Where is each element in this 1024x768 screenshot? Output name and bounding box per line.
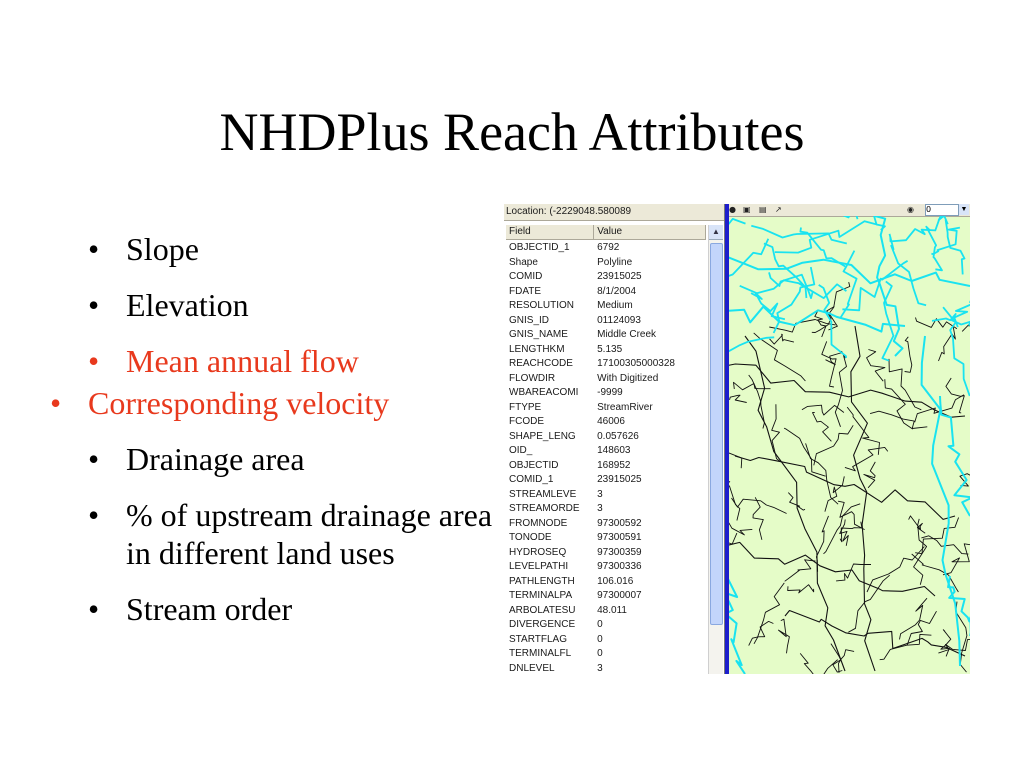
- map-frame-edge: [725, 204, 729, 674]
- major-river-line: [840, 251, 856, 319]
- gis-screenshot: [504, 204, 970, 674]
- zoom-icon[interactable]: ◉: [907, 205, 914, 214]
- stream-line: [946, 378, 964, 413]
- attribute-row[interactable]: [506, 546, 706, 561]
- attribute-row[interactable]: [506, 531, 706, 546]
- bullet-upstream-land-use: • % of upstream drainage area in different land uses: [88, 496, 498, 572]
- attribute-field-value: 3: [597, 488, 603, 500]
- attribute-field-name: TERMINALPA: [509, 590, 573, 601]
- attribute-field-value: 0: [597, 633, 603, 645]
- attribute-grid: [506, 241, 706, 674]
- attribute-row[interactable]: [506, 386, 706, 401]
- attribute-field-value: 106.016: [597, 575, 634, 587]
- attribute-field-name: STREAMORDE: [509, 503, 580, 514]
- attribute-field-value: 97300007: [597, 590, 642, 601]
- attribute-field-name: WBAREACOMI: [509, 387, 579, 398]
- stream-line: [725, 523, 752, 535]
- stream-line: [778, 660, 837, 674]
- attribute-field-name: COMID_1: [509, 474, 554, 485]
- attribute-field-name: TONODE: [509, 532, 552, 543]
- attribute-field-name: STARTFLAG: [509, 633, 567, 645]
- attribute-row[interactable]: [506, 256, 706, 271]
- bullet-elevation: • Elevation: [88, 286, 498, 324]
- attribute-row[interactable]: [506, 357, 706, 372]
- attribute-field-value: 0: [597, 648, 603, 659]
- stream-line: [816, 516, 828, 572]
- attribute-field-value: 97300336: [597, 561, 642, 572]
- attribute-row[interactable]: [506, 662, 706, 675]
- attribute-scrollbar[interactable]: [708, 225, 723, 674]
- attribute-field-value: StreamRiver: [597, 401, 653, 413]
- location-readout: Location: (-2229048.580089: [504, 204, 724, 221]
- attribute-field-value: 168952: [597, 459, 631, 471]
- info-icon[interactable]: ●: [729, 205, 736, 214]
- attribute-field-name: LEVELPATHI: [509, 561, 569, 572]
- attribute-field-value: 01124093: [597, 314, 641, 326]
- attribute-row[interactable]: [506, 633, 706, 648]
- attribute-field-name: ARBOLATESU: [509, 604, 576, 616]
- attribute-row[interactable]: [506, 502, 706, 517]
- stream-trunk-line: [785, 611, 965, 657]
- attribute-field-name: FCODE: [509, 416, 544, 427]
- major-river-line: [819, 285, 846, 358]
- major-river-line: [725, 337, 774, 365]
- binoculars-icon[interactable]: ▣: [743, 205, 751, 214]
- field-column-header[interactable]: Field: [506, 225, 594, 239]
- stream-line: [813, 413, 832, 442]
- stream-trunk-line: [735, 456, 955, 519]
- attribute-field-name: TERMINALFL: [509, 648, 572, 659]
- stream-line: [907, 611, 936, 645]
- attribute-field-name: OBJECTID: [509, 459, 559, 471]
- attribute-field-value: 97300359: [597, 546, 642, 558]
- attribute-field-name: REACHCODE: [509, 358, 573, 369]
- stream-line: [779, 619, 790, 653]
- attribute-row[interactable]: [506, 560, 706, 575]
- major-river-line: [943, 307, 970, 396]
- stream-line: [867, 350, 885, 382]
- stream-line: [815, 310, 826, 337]
- attribute-field-value: 23915025: [597, 474, 642, 485]
- major-river-line: [842, 261, 907, 311]
- attribute-field-value: Medium: [597, 300, 633, 311]
- stream-line: [905, 337, 912, 373]
- attribute-field-value: 23915025: [597, 271, 642, 282]
- bullet-stream-order: • Stream order: [88, 590, 498, 628]
- stream-line: [800, 653, 833, 674]
- stream-line: [941, 630, 951, 657]
- attribute-field-name: DNLEVEL: [509, 662, 555, 674]
- major-river-line: [751, 226, 847, 244]
- stream-line: [845, 447, 888, 470]
- attribute-field-name: RESOLUTION: [509, 300, 575, 311]
- attribute-field-value: 3: [597, 662, 603, 674]
- major-river-line: [775, 221, 876, 252]
- attribute-row[interactable]: [506, 459, 706, 474]
- stream-line: [772, 404, 781, 462]
- attribute-row[interactable]: [506, 299, 706, 314]
- attribute-field-name: SHAPE_LENG: [509, 430, 576, 442]
- stream-line: [880, 634, 932, 659]
- stream-line: [915, 518, 958, 554]
- attribute-row[interactable]: [506, 488, 706, 503]
- attribute-row[interactable]: [506, 328, 706, 343]
- map-view[interactable]: [725, 204, 970, 674]
- attribute-field-value: 0.057626: [597, 430, 639, 442]
- stream-line: [885, 379, 913, 429]
- attribute-field-value: -9999: [597, 387, 623, 398]
- major-river-trunk: [922, 336, 960, 666]
- stream-line: [909, 516, 926, 533]
- stream-line: [788, 585, 814, 593]
- attribute-row[interactable]: [506, 270, 706, 285]
- stream-line: [754, 583, 784, 644]
- bullet-slope: • Slope: [88, 230, 498, 268]
- bullet-drainage-area: • Drainage area: [88, 440, 498, 478]
- attribute-field-value: Polyline: [597, 256, 633, 268]
- stream-line: [848, 575, 889, 632]
- attribute-field-value: 48.011: [597, 604, 627, 616]
- attribute-row[interactable]: [506, 618, 706, 633]
- attribute-row[interactable]: [506, 241, 706, 256]
- toolbar-scale-field[interactable]: 0: [925, 204, 959, 216]
- scroll-thumb[interactable]: [710, 243, 723, 625]
- attribute-field-name: GNIS_NAME: [509, 329, 568, 340]
- measure-icon[interactable]: ▤: [759, 205, 767, 214]
- sub-bullet-corresponding-velocity: • Corresponding velocity: [50, 384, 498, 422]
- attribute-field-name: OID_: [509, 445, 533, 456]
- attribute-field-value: 8/1/2004: [597, 285, 637, 297]
- attribute-field-value: 148603: [597, 445, 631, 456]
- attribute-field-name: FDATE: [509, 285, 542, 297]
- scroll-up-arrow-icon[interactable]: ▲: [709, 225, 723, 240]
- attribute-field-value: 97300592: [597, 517, 642, 529]
- stream-line: [770, 334, 794, 344]
- attribute-field-value: 46006: [597, 416, 625, 427]
- attribute-row[interactable]: [506, 604, 706, 619]
- attribute-field-name: FLOWDIR: [509, 372, 556, 384]
- attribute-field-value: 0: [597, 619, 603, 630]
- attribute-row[interactable]: [506, 444, 706, 459]
- chevron-down-icon[interactable]: ▼: [960, 205, 968, 213]
- bullet-mean-annual-flow: • Mean annual flow: [88, 342, 498, 380]
- value-column-header[interactable]: Value: [594, 225, 706, 239]
- major-river-trunk: [948, 576, 970, 636]
- attribute-row[interactable]: [506, 575, 706, 590]
- attribute-row[interactable]: [506, 401, 706, 416]
- attribute-field-name: COMID: [509, 271, 543, 282]
- major-river-line: [823, 216, 857, 219]
- attribute-row[interactable]: [506, 343, 706, 358]
- attribute-row[interactable]: [506, 430, 706, 445]
- attribute-field-name: PATHLENGTH: [509, 575, 575, 587]
- attribute-field-name: FROMNODE: [509, 517, 568, 529]
- stream-line: [749, 375, 765, 429]
- stream-trunk-line: [725, 542, 935, 596]
- attribute-field-name: OBJECTID_1: [509, 242, 570, 253]
- page-title: NHDPlus Reach Attributes: [219, 102, 805, 162]
- stream-line: [835, 355, 846, 427]
- stream-line: [838, 501, 865, 529]
- attribute-field-value: With Digitized: [597, 372, 659, 384]
- attribute-row[interactable]: [506, 415, 706, 430]
- attribute-field-name: LENGTHKM: [509, 343, 565, 355]
- stream-line: [749, 621, 774, 645]
- stream-trunk-line: [851, 326, 875, 671]
- identify-results-panel: [504, 204, 725, 674]
- attribute-field-name: Shape: [509, 256, 538, 268]
- attribute-grid-header: [506, 225, 706, 240]
- attribute-field-name: HYDROSEQ: [509, 546, 567, 558]
- attribute-field-value: 5.135: [597, 343, 623, 355]
- attribute-field-name: GNIS_ID: [509, 314, 550, 326]
- stream-line: [847, 407, 879, 455]
- attribute-field-name: STREAMLEVE: [509, 488, 577, 500]
- major-river-line: [882, 281, 893, 360]
- attribute-field-value: 97300591: [597, 532, 642, 543]
- attribute-field-name: DIVERGENCE: [509, 619, 576, 630]
- attribute-field-name: FTYPE: [509, 401, 542, 413]
- stream-network-map: [725, 216, 970, 674]
- stream-line: [864, 462, 876, 488]
- attribute-row[interactable]: [506, 314, 706, 329]
- bullet-list: [88, 230, 498, 646]
- attribute-field-value: 3: [597, 503, 603, 514]
- hyperlink-icon[interactable]: ↗: [775, 205, 782, 214]
- stream-line: [753, 497, 763, 540]
- attribute-row[interactable]: [506, 372, 706, 387]
- attribute-field-value: Middle Creek: [597, 329, 657, 340]
- attribute-row[interactable]: [506, 647, 706, 662]
- attribute-field-value: 17100305000328: [597, 358, 675, 369]
- stream-line: [943, 544, 970, 575]
- stream-line: [785, 560, 816, 582]
- attribute-row[interactable]: [506, 589, 706, 604]
- attribute-row[interactable]: [506, 285, 706, 300]
- stream-line: [814, 425, 853, 465]
- attribute-row[interactable]: [506, 517, 706, 532]
- attribute-field-value: 6792: [597, 242, 620, 253]
- major-river-trunk: [725, 256, 970, 286]
- attribute-row[interactable]: [506, 473, 706, 488]
